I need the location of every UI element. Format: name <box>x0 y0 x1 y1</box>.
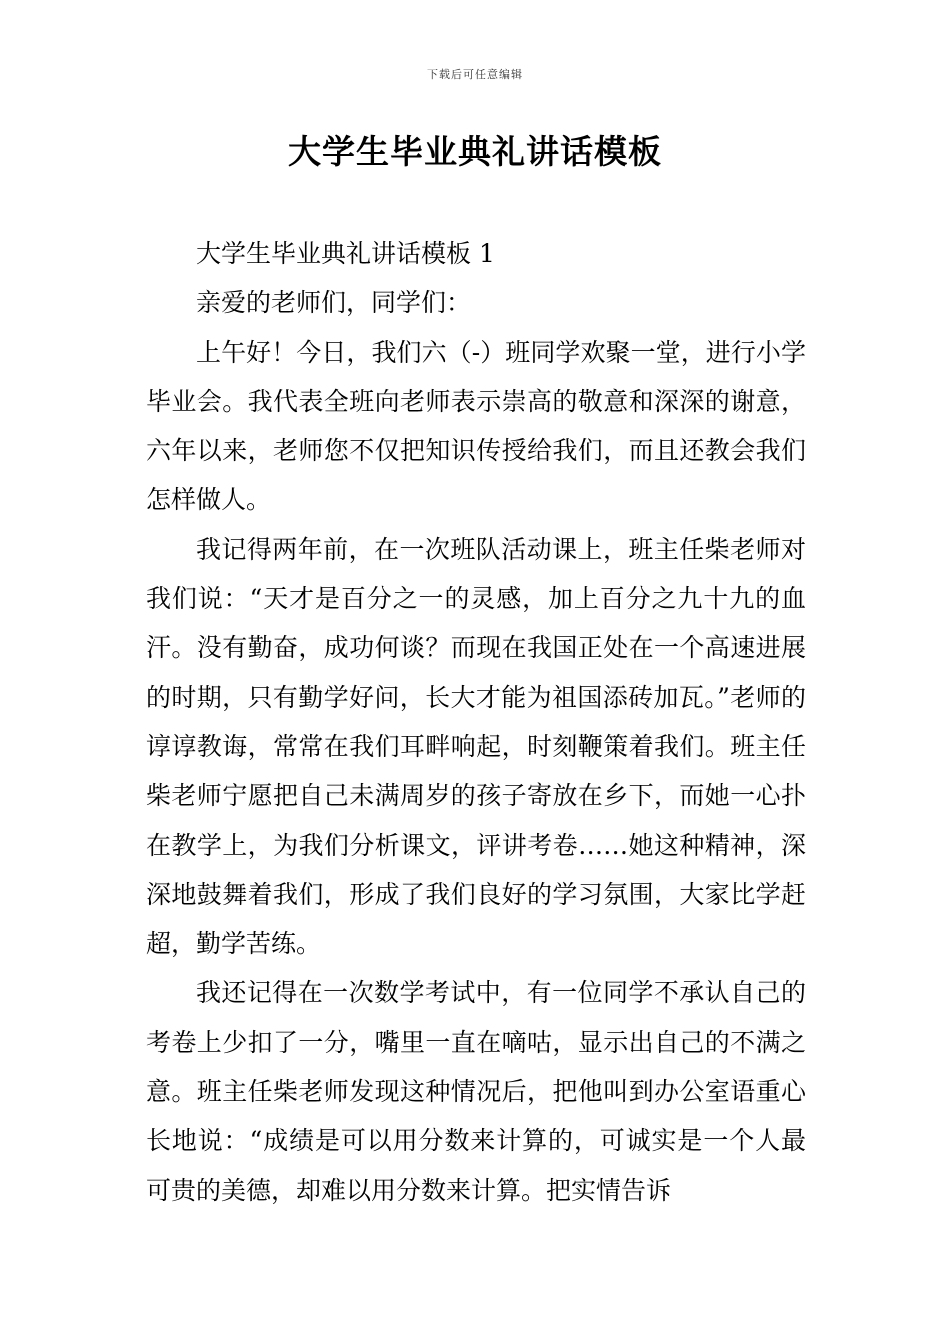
document-body <box>146 229 806 1215</box>
paragraph-greeting: 上午好！今日，我们六（-）班同学欢聚一堂，进行小学毕业会。我代表全班向老师表示崇高的敬意和深深的谢意，六年以来，老师您不仅把知识传授给我们，而且还教会我们怎样做人。 <box>146 337 806 515</box>
paragraph-salutation: 亲爱的老师们，同学们： <box>196 288 472 318</box>
paragraph-subtitle: 大学生毕业典礼讲话模板 1 <box>196 239 495 268</box>
document-title: 大学生毕业典礼讲话模板 <box>288 132 662 171</box>
paragraph-memory-one: 我记得两年前，在一次班队活动课上，班主任柴老师对我们说：“天才是百分之一的灵感，加上百分之九十九的血汗。没有勤奋，成功何谈？而现在我国正处在一个高速进展的时期，只有勤学好问，长大才能为祖国添砖加瓦。”老师的谆谆教诲，常常在我们耳畔响起，时刻鞭策着我们。班主任柴老师宁愿把自己未满周岁的孩子寄放在乡下，而她一心扑在教学上，为我们分析课文，评讲考卷……她这种精神，深深地鼓舞着我们，形成了我们良好的学习氛围，大家比学赶超，勤学苦练。 <box>146 534 806 959</box>
header-note: 下载后可任意编辑 <box>427 68 523 81</box>
paragraph-memory-two: 我还记得在一次数学考试中，有一位同学不承认自己的考卷上少扣了一分，嘴里一直在嘀咕，显示出自己的不满之意。班主任柴老师发现这种情况后，把他叫到办公室语重心长地说：“成绩是可以用分数来计算的，可诚实是一个人最可贵的美德，却难以用分数来计算。把实情告诉 <box>146 978 806 1205</box>
